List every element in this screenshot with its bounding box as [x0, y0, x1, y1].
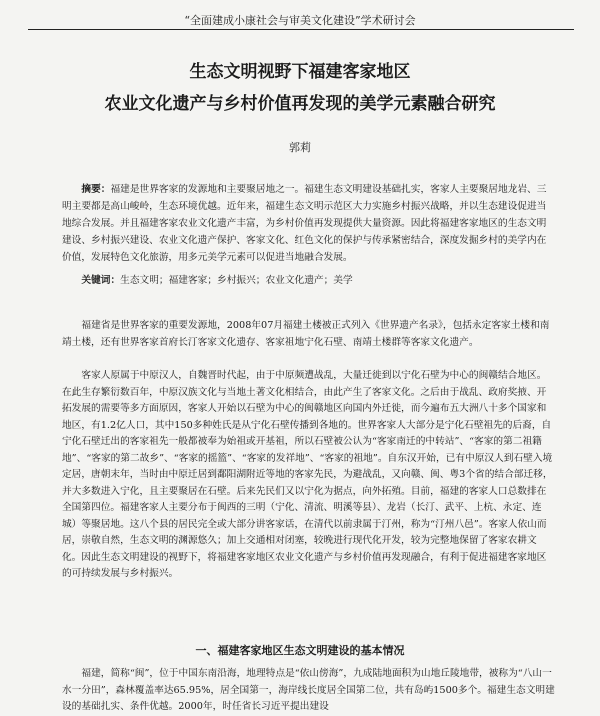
running-header: “全面建成小康社会与审美文化建设”学术研讨会 [184, 14, 416, 27]
abstract-label: 摘要： [81, 184, 111, 195]
keywords-text: 生态文明；福建客家；乡村振兴；农业文化遗产；美学 [120, 275, 353, 286]
section-heading-1: 一、福建客家地区生态文明建设的基本情况 [195, 644, 405, 657]
keywords [62, 272, 554, 289]
body-paragraph-1: 福建省是世界客家的重要发源地，2008年07月福建土楼被正式列入《世界遗产名录》，包括永定客家土楼和南靖土楼，还有世界客家首府长汀客家文化遗存、客家祖地宁化石壁、南靖土楼群等客家文化遗产。 [62, 320, 550, 348]
body-paragraph-3: 福建，简称“闽”，位于中国东南沿海，地理特点是“依山傍海”，九成陆地面积为山地丘陵地带，被称为“八山一水一分田”，森林覆盖率达65.95%，居全国第一，海岸线长度居全国第二位，共有岛屿1500多个。福建生态文明建设的基础扎实、条件优越。2000年，时任省长习近平提出建设 [62, 668, 555, 712]
abstract-text: 福建是世界客家的发源地和主要聚居地之一。福建生态文明建设基础扎实，客家人主要聚居地龙岩、三明主要都是高山峻岭，生态环境优越。近年来，福建生态文明示范区大力实施乡村振兴战略，并以生态建设促进当地综合发展。并且福建客家农业文化遗产丰富，为乡村价值再发现提供大量资源。因此将福建客家地区的生态文明建设、乡村振兴建设、农业文化遗产保护、客家文化、红色文化的保护与传承紧密结合，深度发掘乡村的美学内在价值，发展特色文化旅游，用多元美学元素可以促进当地融合发展。 [62, 184, 547, 263]
title-line-1: 生态文明视野下福建客家地区 [189, 62, 411, 82]
author: 郭莉 [289, 141, 311, 154]
body-paragraph-2: 客家人原属于中原汉人，自魏晋时代起，由于中原频遭战乱，大量迁徙到以宁化石壁为中心的闽赣结合地区。在此生存繁衍数百年，中原汉族文化与当地土著文化相结合，由此产生了客家文化。之后由于战乱、政府奖掖、开拓发展的需要等多方面原因，客家人开始以石壁为中心的闽赣地区向国内外迁徙，而今遍布五大洲八十多个国家和地区，有1.2亿人口，其中150多种姓氏是从宁化石壁传播到各地的。世界客家人大部分是宁化石壁祖先的后裔，自宁化石壁迁出的客家祖先一般都被奉为始祖或开基祖，所以石壁被公认为“客家南迁的中转站”、“客家的第二祖籍地”、“客家的第二故乡”、“客家的摇篮”、“客家的发祥地”、“客家的祖地”。自东汉开始，已有中原汉人到石壁入境定居，唐朝末年，当时由中原迁居到鄱阳湖附近等地的客家先民，为避战乱，又向赣、闽、粤3个省的结合部迁移，并大多数进入宁化，且主要聚居在石壁。后来先民们又以宁化为据点，向外拓殖。目前，福建的客家人口总数排在全国第四位。福建客家人主要分布于闽西的三明（宁化、清流、明溪等县）、龙岩（长汀、武平、上杭、永定、连城）等聚居地。这八个县的居民完全或大部分讲客家话，在清代以前隶属于汀州，称为“汀州八邑”。客家人依山而居，崇敬自然，生态文明的渊源悠久；加上交通相对闭塞，较晚进行现代化开发，较为完整地保留了客家农耕文化。因此生态文明建设的视野下，将福建客家地区农业文化遗产与乡村价值再发现融合，有利于促进福建客家地区的可持续发展与乡村振兴。 [62, 370, 553, 579]
keywords-label: 关键词： [81, 275, 121, 286]
abstract [62, 181, 554, 266]
title-line-2: 农业文化遗产与乡村价值再发现的美学元素融合研究 [104, 94, 496, 114]
header-rule [28, 29, 574, 30]
